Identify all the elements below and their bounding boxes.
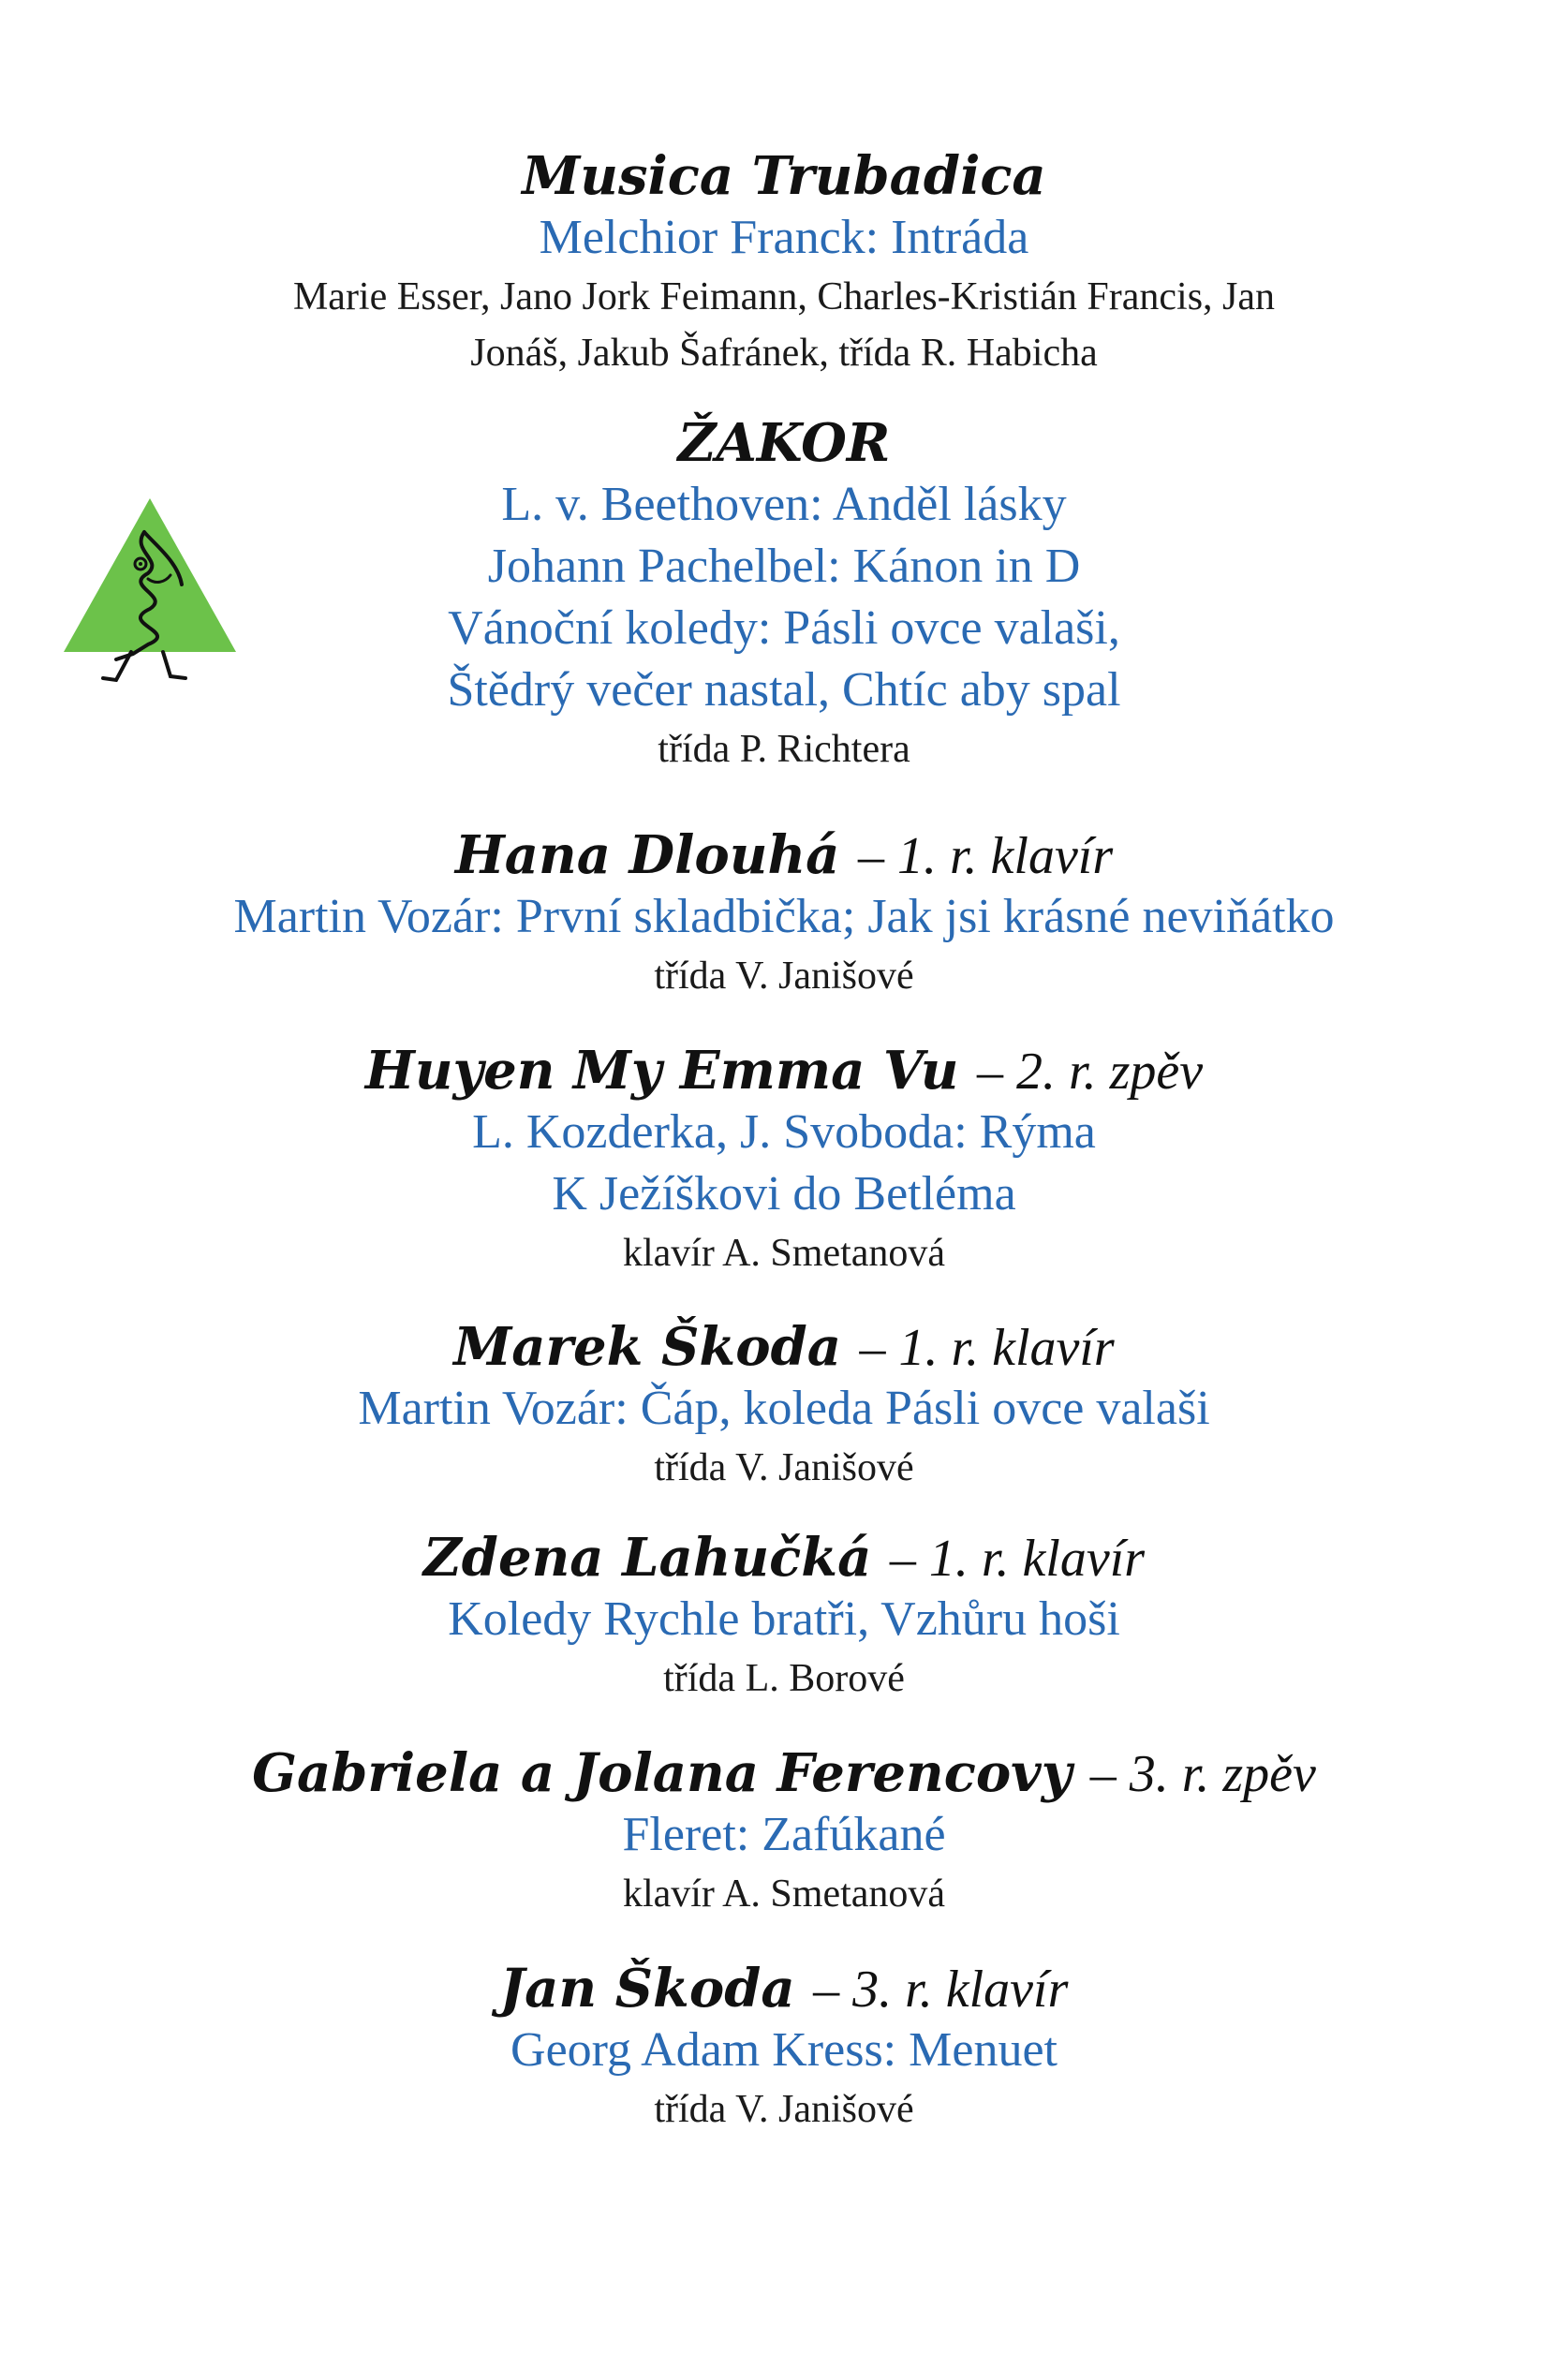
program-item <box>0 145 1568 381</box>
performer-detail: – 3. r. zpěv <box>1089 1745 1316 1803</box>
teacher-class: třída P. Richtera <box>658 728 910 771</box>
piece-title: Koledy Rychle bratři, Vzhůru hoši <box>448 1592 1120 1646</box>
piece-title: Štědrý večer nastal, Chtíc aby spal <box>447 663 1121 717</box>
piece-title: Melchior Franck: Intráda <box>539 211 1029 264</box>
piece-title: K Ježíškovi do Betléma <box>552 1167 1016 1221</box>
performer-heading <box>0 1527 1568 1589</box>
program-item <box>0 412 1568 777</box>
performers-list: Jonáš, Jakub Šafránek, třída R. Habicha <box>470 332 1098 375</box>
piece-title: Georg Adam Kress: Menuet <box>510 2023 1058 2077</box>
performer-detail: – 3. r. klavír <box>813 1961 1069 2019</box>
program-item <box>0 1958 1568 2138</box>
performer-detail: – 1. r. klavír <box>889 1530 1146 1588</box>
piece-title: L. Kozderka, J. Svoboda: Rýma <box>472 1105 1096 1159</box>
program-item <box>0 1527 1568 1707</box>
accompanist: klavír A. Smetanová <box>622 1232 946 1275</box>
performer-name: ŽAKOR <box>677 412 891 474</box>
performer-heading <box>0 1742 1568 1804</box>
program-item <box>0 1742 1568 1922</box>
performer-heading <box>0 824 1568 886</box>
piece-title: Johann Pachelbel: Kánon in D <box>487 540 1081 593</box>
performer-name: Musica Trubadica <box>522 145 1046 207</box>
performer-name: Gabriela a Jolana Ferencovy <box>252 1742 1072 1804</box>
performers-list: Marie Esser, Jano Jork Feimann, Charles-Kristián Francis, Jan <box>292 275 1276 318</box>
piece-title: Fleret: Zafúkané <box>622 1808 946 1861</box>
program-item <box>0 1040 1568 1281</box>
teacher-class: třída V. Janišové <box>654 2088 914 2131</box>
accompanist: klavír A. Smetanová <box>622 1872 946 1916</box>
program-item <box>0 824 1568 1004</box>
performer-heading <box>0 1958 1568 2020</box>
teacher-class: třída V. Janišové <box>654 1446 914 1489</box>
performer-heading <box>0 1040 1568 1102</box>
piece-title: Vánoční koledy: Pásli ovce valaši, <box>448 601 1120 655</box>
piece-title: Martin Vozár: První skladbička; Jak jsi krásné neviňátko <box>233 890 1335 943</box>
performer-detail: – 1. r. klavír <box>857 827 1114 885</box>
performer-name: Zdena Lahučká <box>422 1527 872 1589</box>
performer-detail: – 2. r. zpěv <box>977 1043 1204 1101</box>
performer-heading <box>0 1316 1568 1378</box>
performer-name: Huyen My Emma Vu <box>364 1040 959 1102</box>
performer-name: Hana Dlouhá <box>454 824 840 886</box>
program-item <box>0 1316 1568 1496</box>
piece-title: L. v. Beethoven: Anděl lásky <box>501 478 1067 531</box>
performer-detail: – 1. r. klavír <box>859 1319 1115 1377</box>
performer-name: Marek Škoda <box>453 1316 842 1378</box>
teacher-class: třída V. Janišové <box>654 955 914 998</box>
performer-name: Jan Škoda <box>499 1958 795 2020</box>
piece-title: Martin Vozár: Čáp, koleda Pásli ovce valaši <box>358 1382 1210 1435</box>
teacher-class: třída L. Borové <box>663 1657 905 1700</box>
